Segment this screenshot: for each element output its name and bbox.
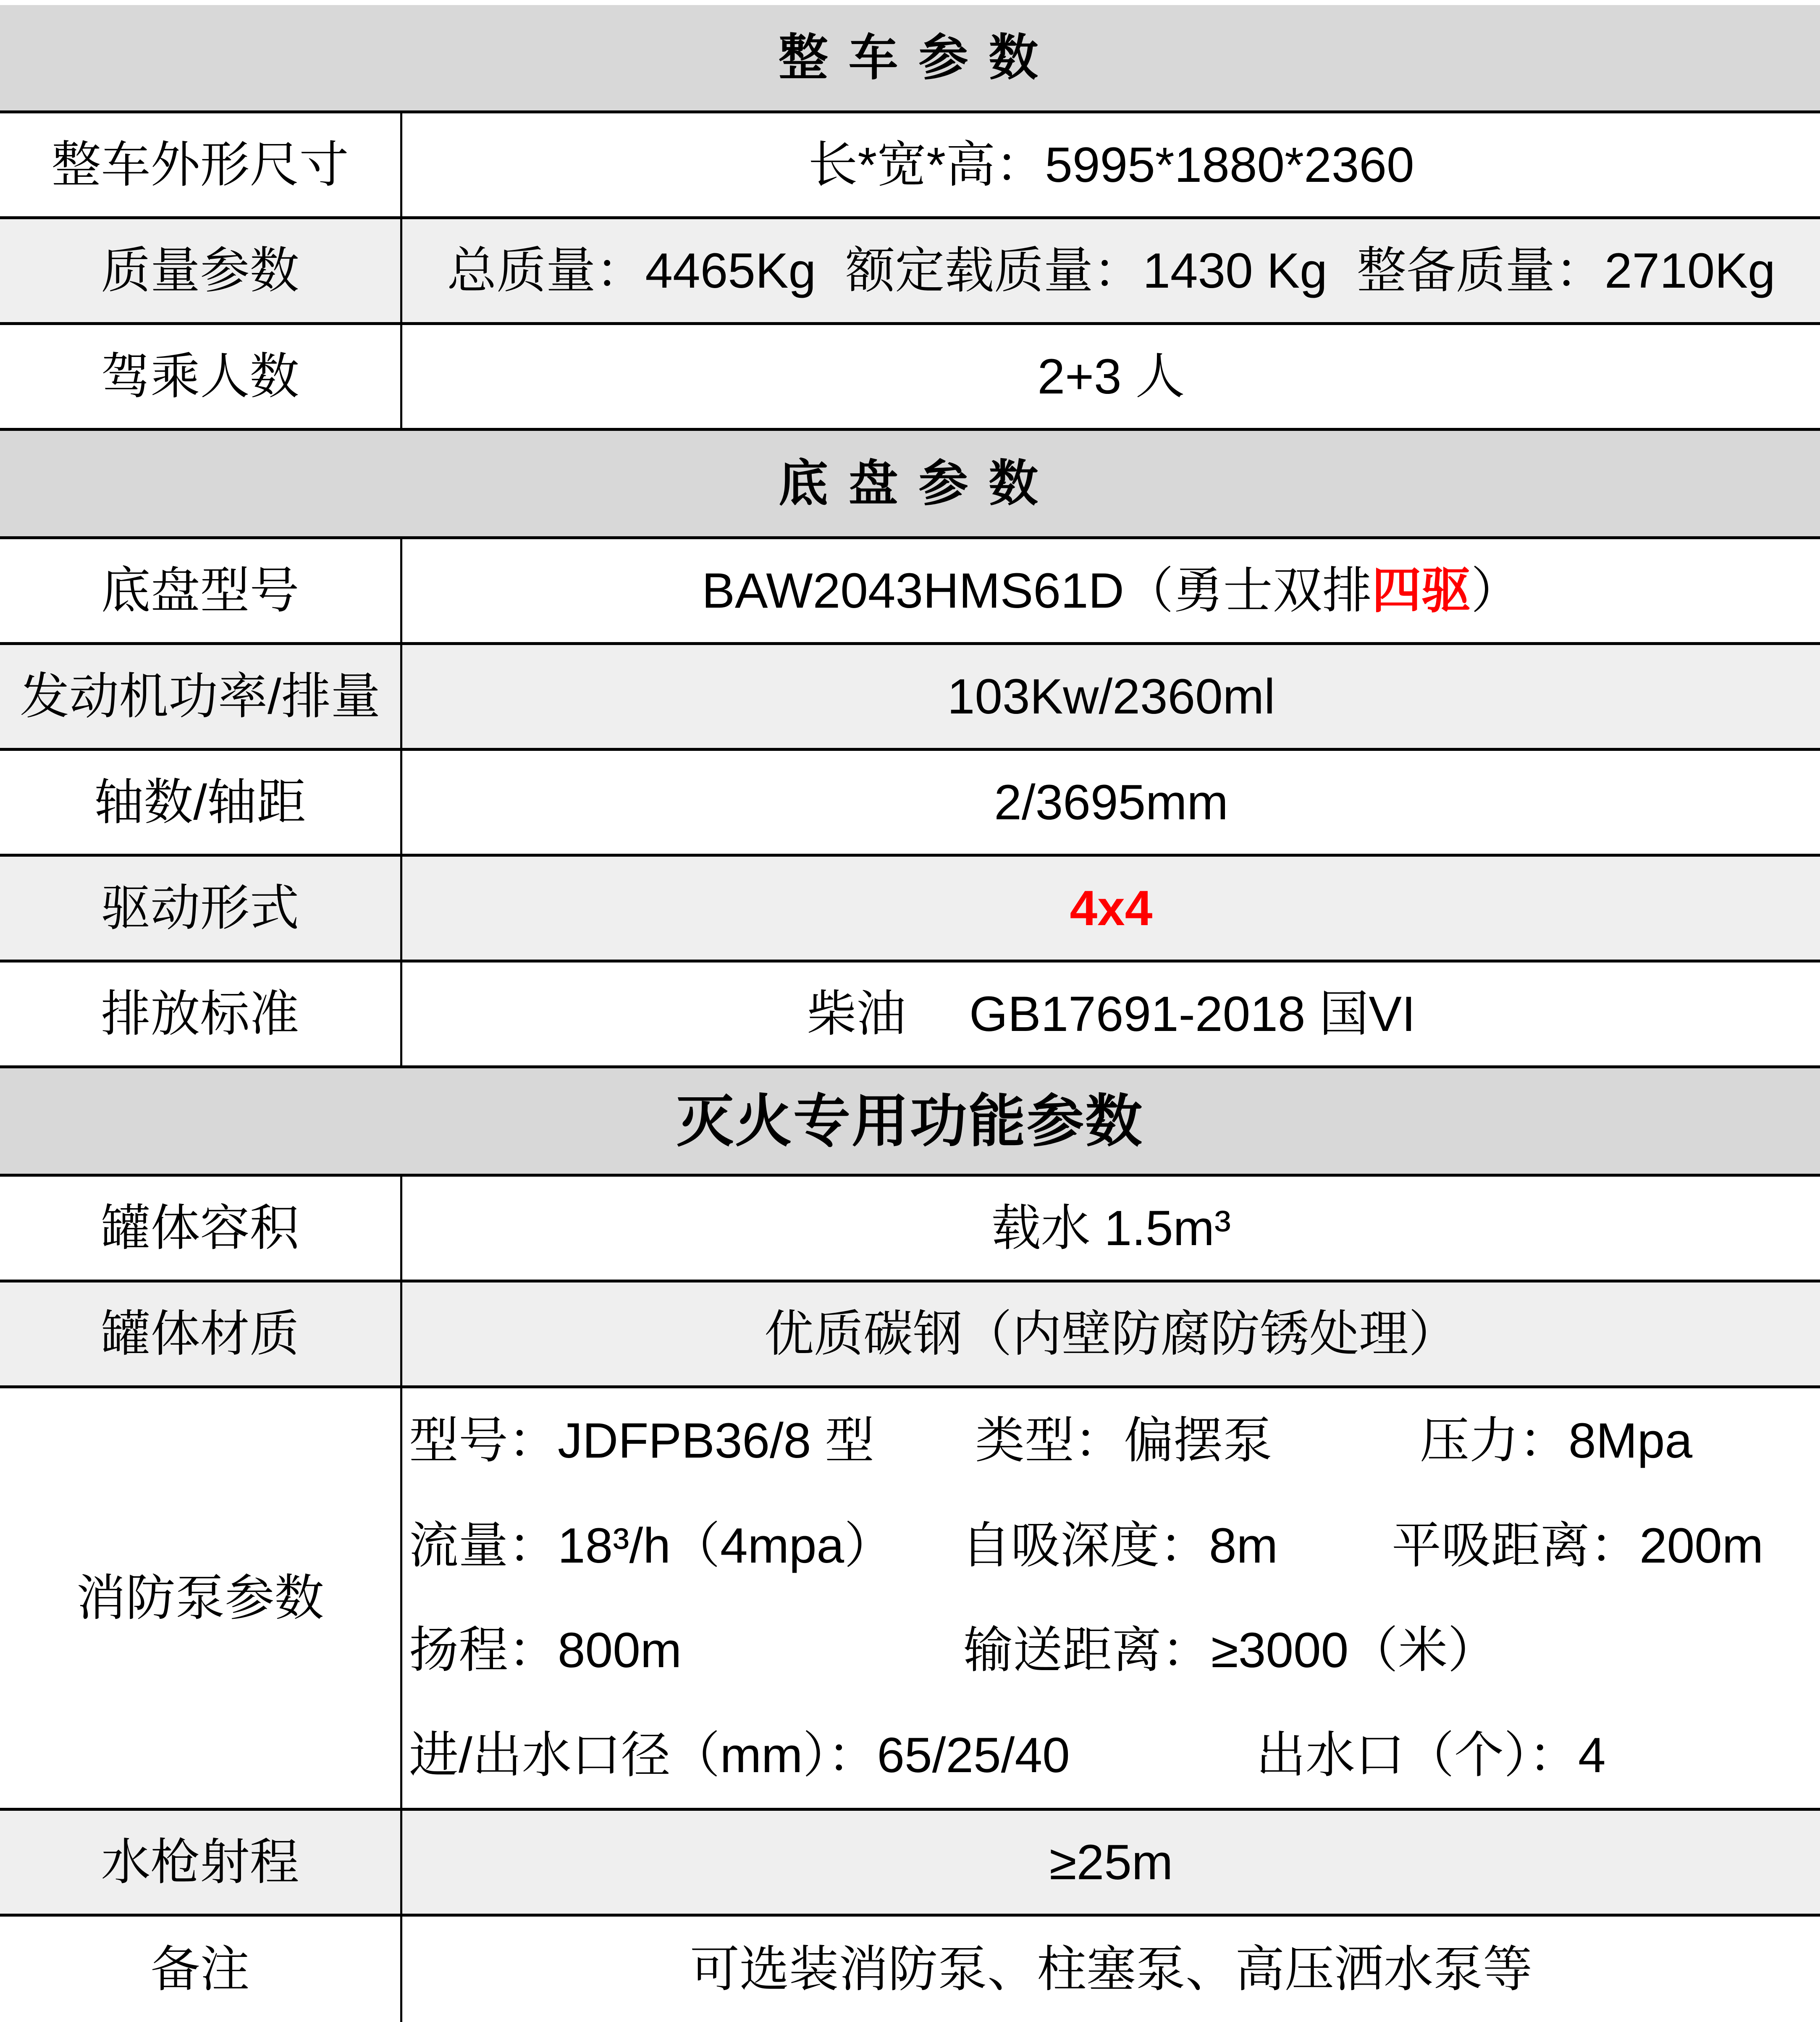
pump-line-3	[402, 1598, 1820, 1703]
spec-value: ≥25m	[1049, 1834, 1173, 1890]
pump-suction-dist: 平吸距离：200m	[1392, 1518, 1764, 1574]
pump-suction-depth: 自吸深度：8m	[961, 1518, 1278, 1574]
section-header-vehicle	[0, 5, 1820, 113]
row-tank-volume	[0, 1177, 1820, 1282]
spec-label: 备注	[0, 1917, 402, 2022]
section-header-fire	[0, 1068, 1820, 1177]
chassis-model-text: BAW2043HMS61D（勇士双排	[702, 563, 1372, 619]
mass-rated-load: 额定载质量：1430 Kg	[845, 243, 1327, 299]
pump-port-diameter: 进/出水口径（mm）：65/25/40	[409, 1728, 1070, 1783]
spec-value: 2+3 人	[1037, 349, 1185, 404]
row-tank-material	[0, 1282, 1820, 1388]
row-chassis-model	[0, 539, 1820, 645]
spec-label: 驱动形式	[0, 857, 402, 960]
mass-total: 总质量：4465Kg	[447, 243, 816, 299]
pump-type: 类型：偏摆泵	[975, 1413, 1273, 1469]
pump-line-1	[402, 1388, 1820, 1493]
row-drive	[0, 857, 1820, 962]
spec-value: 103Kw/2360ml	[947, 669, 1275, 724]
spec-label: 轴数/轴距	[0, 751, 402, 854]
spec-label: 质量参数	[0, 219, 402, 322]
top-margin	[0, 0, 1820, 5]
spec-value-drive: 4x4	[1070, 880, 1153, 936]
spec-value: 可选装消防泵、柱塞泵、高压洒水泵等	[690, 1941, 1532, 1997]
row-crew	[0, 325, 1820, 431]
row-dimensions	[0, 113, 1820, 219]
chassis-model-suffix: ）	[1471, 563, 1521, 619]
pump-delivery-dist: 输送距离：≥3000（米）	[963, 1623, 1497, 1678]
spec-label: 驾乘人数	[0, 325, 402, 428]
spec-label: 水枪射程	[0, 1811, 402, 1914]
mass-curb: 整备质量：2710Kg	[1356, 243, 1775, 299]
row-note	[0, 1917, 1820, 2022]
pump-line-2	[402, 1493, 1820, 1598]
section-header-chassis	[0, 431, 1820, 539]
row-jet-range	[0, 1811, 1820, 1917]
row-axle	[0, 751, 1820, 857]
spec-value: 长*宽*高：5995*1880*2360	[808, 137, 1414, 193]
pump-pressure: 压力：8Mpa	[1420, 1413, 1693, 1469]
pump-line-4	[402, 1703, 1820, 1808]
pump-flow: 流量：18³/h（4mpa）	[409, 1518, 894, 1574]
section-title-chassis: 底 盘 参 数	[778, 456, 1042, 511]
spec-label: 罐体材质	[0, 1282, 402, 1385]
chassis-model-highlight: 四驱	[1372, 563, 1471, 619]
row-emission	[0, 962, 1820, 1068]
spec-value: 柴油 GB17691-2018 国VI	[807, 986, 1416, 1042]
row-mass	[0, 219, 1820, 325]
spec-value: 2/3695mm	[994, 774, 1228, 830]
spec-label: 整车外形尺寸	[0, 113, 402, 216]
section-title-fire: 灭火专用功能参数	[677, 1089, 1143, 1153]
spec-value: 载水 1.5m³	[991, 1200, 1231, 1256]
spec-label: 排放标准	[0, 962, 402, 1065]
spec-label: 罐体容积	[0, 1177, 402, 1280]
row-engine	[0, 645, 1820, 751]
spec-value	[402, 539, 1820, 642]
pump-value-block	[402, 1388, 1820, 1808]
pump-model: 型号：JDFPB36/8 型	[409, 1413, 875, 1469]
pump-lift: 扬程：800m	[409, 1623, 682, 1678]
spec-value: 优质碳钢（内壁防腐防锈处理）	[764, 1306, 1458, 1362]
pump-outlet-count: 出水口（个）：4	[1256, 1728, 1606, 1783]
spec-value	[402, 219, 1820, 322]
spec-label: 发动机功率/排量	[0, 645, 402, 748]
section-title-vehicle: 整 车 参 数	[778, 30, 1042, 86]
row-pump-params	[0, 1388, 1820, 1811]
spec-label: 底盘型号	[0, 539, 402, 642]
spec-label: 消防泵参数	[0, 1388, 402, 1808]
